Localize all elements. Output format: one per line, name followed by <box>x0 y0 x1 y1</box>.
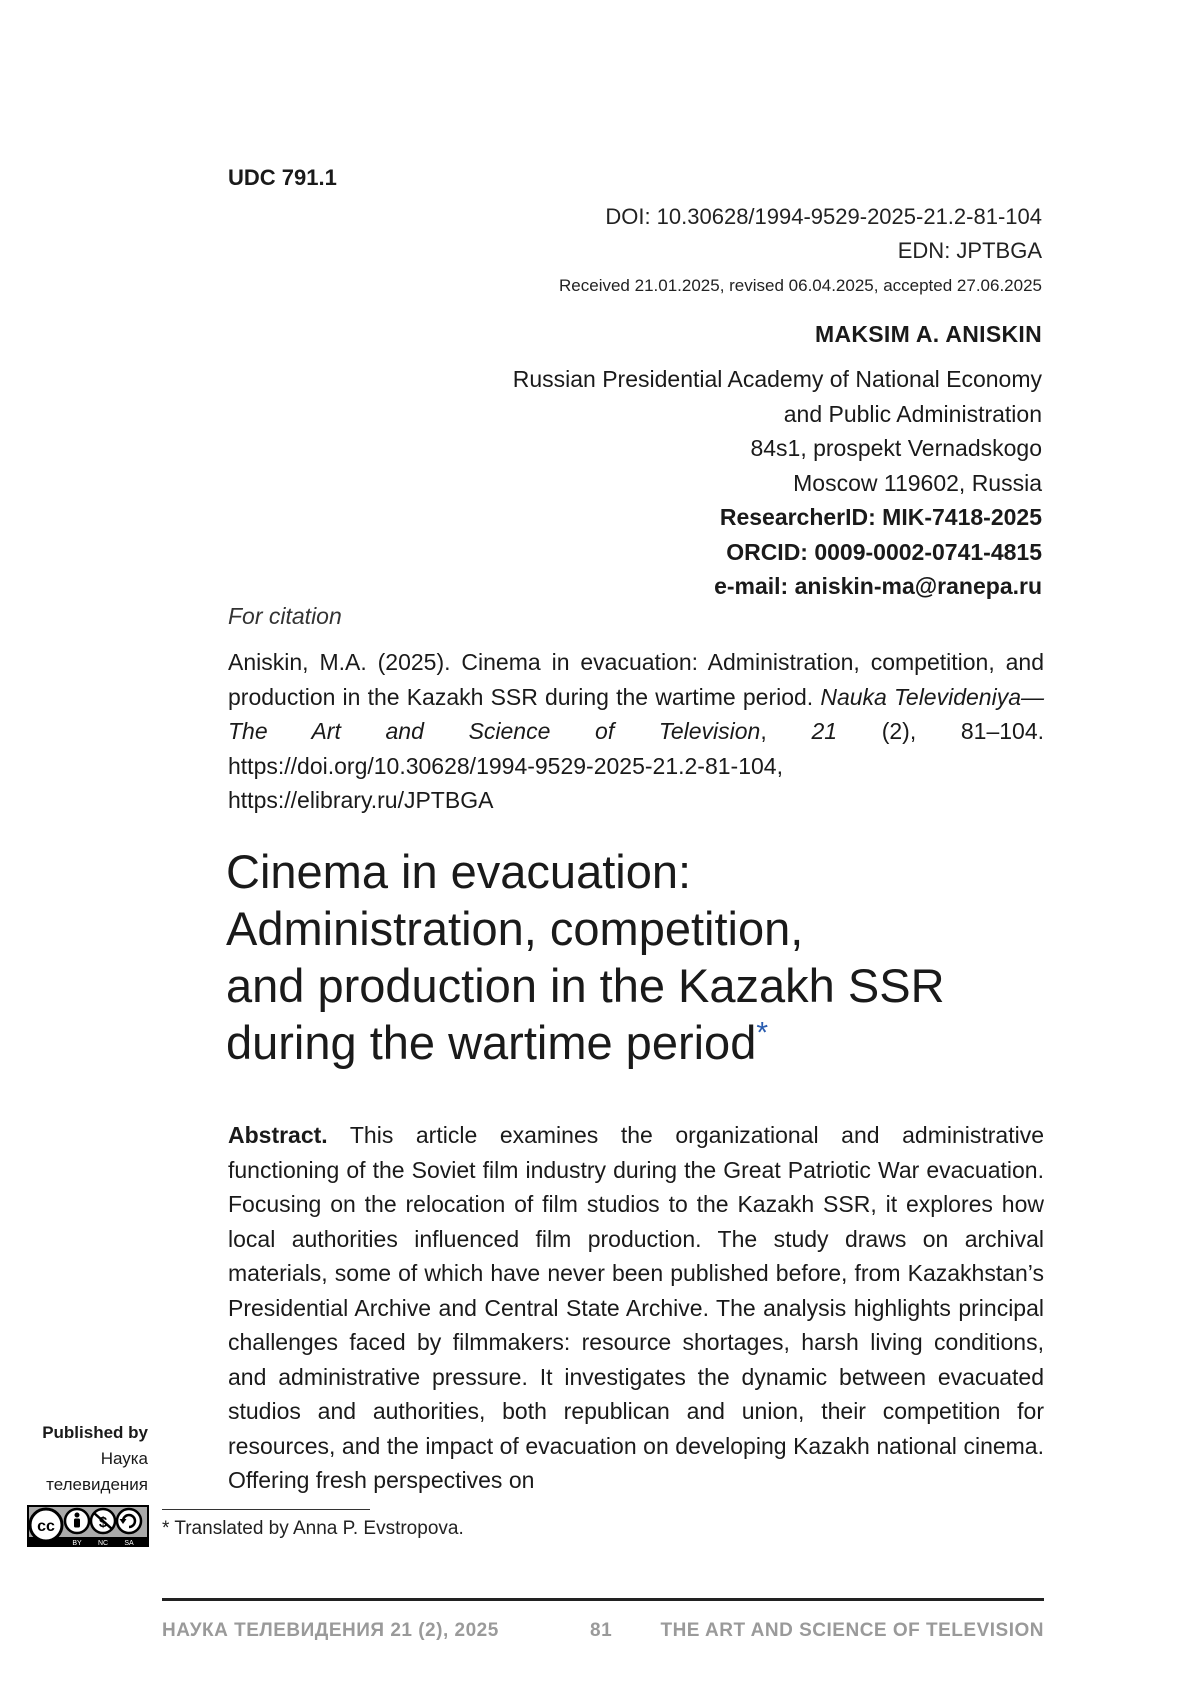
footer-journal-en: THE ART AND SCIENCE OF TELEVISION <box>660 1620 1044 1642</box>
footer-journal-ru: НАУКА ТЕЛЕВИДЕНИЯ 21 (2), 2025 <box>162 1620 499 1642</box>
sa-label: SA <box>124 1540 134 1547</box>
article-title <box>226 843 1046 1071</box>
by-icon <box>65 1509 89 1533</box>
edn: EDN: JPTBGA <box>605 234 1042 268</box>
title-line: Cinema in evacuation: <box>226 845 691 898</box>
footnote: * Translated by Anna P. Evstropova. <box>162 1518 464 1540</box>
doi: DOI: 10.30628/1994-9529-2025-21.2-81-104 <box>605 200 1042 234</box>
page-number: 81 <box>590 1620 612 1642</box>
author-email: e-mail: aniskin-ma@ranepa.ru <box>513 569 1042 604</box>
citation-part: (2), 81–104. https://doi.org/10.30628/1994-9529-2025-21.2-81-104, https://elibrary.ru/JPTBGA <box>228 718 1044 813</box>
orcid: ORCID: 0009-0002-0741-4815 <box>513 535 1042 570</box>
title-line: during the wartime period <box>226 1016 756 1069</box>
affiliation-line: and Public Administration <box>513 397 1042 432</box>
footnote-divider <box>162 1509 370 1510</box>
publisher-block <box>26 1420 148 1498</box>
author-affiliation <box>513 362 1042 604</box>
citation-part: , <box>760 718 811 744</box>
publisher-label: Published by <box>26 1420 148 1446</box>
abstract-text: This article examines the organizational and administrative functioning of the Soviet film industry during the Great Patriotic War evacuation. Focusing on the relocation of film studios to the Kazakh SSR, it explores how local authorities influenced film production. The study draws on archival materials, some of which have never been published before, from Kazakhstan’s Presidential Archive and Central State Archive. The analysis highlights principal challenges faced by filmmakers: resource shortages, harsh living conditions, and administrative pressure. It investigates the dynamic between evacuated studios and authorities, both republican and union, their competition for resources, and the impact of evacuation on developing Kazakh national cinema. Offering fresh perspectives on <box>228 1122 1044 1493</box>
publisher-name: телевидения <box>26 1472 148 1498</box>
footnote-marker: * <box>756 1016 768 1049</box>
author-name: MAKSIM A. ANISKIN <box>815 321 1042 348</box>
udc-code: UDC 791.1 <box>228 165 337 191</box>
by-label: BY <box>72 1540 82 1547</box>
citation-text <box>228 645 1044 818</box>
nc-label: NC <box>98 1540 108 1547</box>
citation-label: For citation <box>228 603 342 630</box>
abstract-label: Abstract. <box>228 1122 328 1148</box>
citation-part: Aniskin, M.A. (2025). Cinema in evacuation: Administration, competition, and production in the Kazakh SSR during the wartime period. <box>228 649 1044 710</box>
address-line: Moscow 119602, Russia <box>513 466 1042 501</box>
researcher-id: ResearcherID: MIK-7418-2025 <box>513 500 1042 535</box>
abstract <box>228 1118 1044 1498</box>
citation-volume: 21 <box>811 718 837 744</box>
title-line: Administration, competition, <box>226 902 803 955</box>
svg-text:cc: cc <box>37 1518 55 1535</box>
publisher-name: Наука <box>26 1446 148 1472</box>
nc-icon <box>91 1509 115 1533</box>
received-dates: Received 21.01.2025, revised 06.04.2025, accepted 27.06.2025 <box>559 276 1042 296</box>
footer-divider <box>162 1598 1044 1601</box>
doi-block <box>605 200 1042 268</box>
citation-journal: Nauka Televideniya—The Art and Science of Television <box>228 684 1044 745</box>
address-line: 84s1, prospekt Vernadskogo <box>513 431 1042 466</box>
sa-icon <box>117 1509 141 1533</box>
cc-license-badge <box>27 1505 149 1547</box>
affiliation-line: Russian Presidential Academy of National Economy <box>513 362 1042 397</box>
title-line: and production in the Kazakh SSR <box>226 959 945 1012</box>
cc-icon <box>30 1509 62 1541</box>
